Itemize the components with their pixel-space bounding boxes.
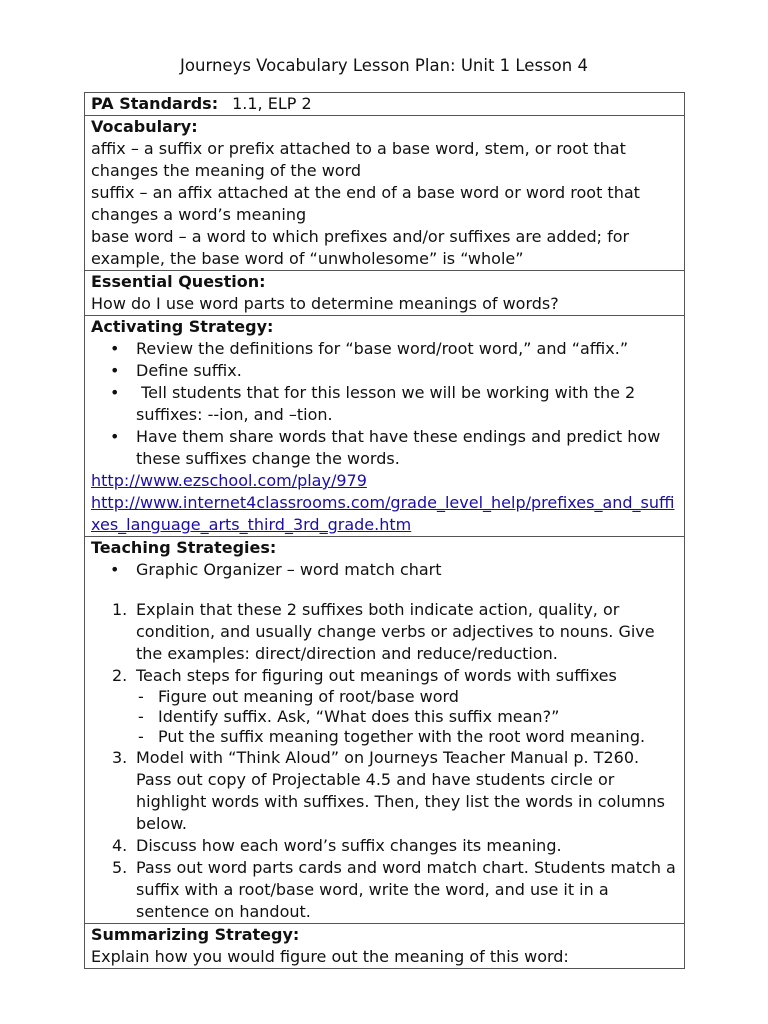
list-item: • Tell students that for this lesson we will be working with the 2 suffixes: --ion, and –tion.	[136, 382, 679, 426]
spacer	[91, 581, 679, 599]
summarizing-strategy-text: Explain how you would figure out the meaning of this word:	[91, 947, 569, 966]
step-text: Explain that these 2 suffixes both indicate action, quality, or condition, and usually change verbs or adjectives to nouns. Give the examples: direct/direction and reduce/reduction.	[136, 600, 655, 663]
teaching-steps-list	[91, 599, 679, 923]
step-text: Discuss how each word’s suffix changes its meaning.	[136, 836, 562, 855]
vocabulary-heading: Vocabulary:	[91, 117, 198, 136]
essential-question-text: How do I use word parts to determine meanings of words?	[91, 294, 559, 313]
activating-strategy-row	[85, 316, 685, 537]
pa-standards-label: PA Standards:	[91, 94, 219, 113]
lesson-plan-table	[84, 92, 685, 969]
activating-strategy-heading: Activating Strategy:	[91, 317, 274, 336]
vocabulary-line: base word – a word to which prefixes and/or suffixes are added; for	[91, 227, 630, 246]
vocabulary-line: example, the base word of “unwholesome” is “whole”	[91, 249, 524, 268]
substep-list	[136, 687, 679, 747]
pa-standards-value: 1.1, ELP 2	[232, 94, 312, 113]
substep: - Figure out meaning of root/base word	[158, 687, 679, 707]
substep: - Identify suffix. Ask, “What does this suffix mean?”	[158, 707, 679, 727]
list-item: • Graphic Organizer – word match chart	[136, 559, 679, 581]
summarizing-strategy-cell	[85, 924, 685, 969]
step-number: 5.	[112, 858, 128, 877]
teaching-strategies-cell	[85, 537, 685, 924]
essential-question-row	[85, 271, 685, 316]
teaching-strategies-row	[85, 537, 685, 924]
pa-standards-row	[85, 93, 685, 116]
list-item: • Define suffix.	[136, 360, 679, 382]
step-text: Model with “Think Aloud” on Journeys Teacher Manual p. T260. Pass out copy of Projectable 4.5 and have students circle or highlight words with suffixes. Then, they list the words in columns below.	[136, 748, 665, 833]
substep: - Put the suffix meaning together with the root word meaning.	[158, 727, 679, 747]
teaching-step	[112, 835, 679, 857]
vocabulary-cell	[85, 116, 685, 271]
step-text: Pass out word parts cards and word match chart. Students match a suffix with a root/base word, write the word, and use it in a sentence on handout.	[136, 858, 676, 921]
step-text: Teach steps for figuring out meanings of words with suffixes	[136, 666, 617, 685]
ezschool-link[interactable]: http://www.ezschool.com/play/979	[91, 471, 367, 490]
activating-strategy-list	[91, 338, 679, 470]
document-title: Journeys Vocabulary Lesson Plan: Unit 1 Lesson 4	[180, 56, 588, 75]
essential-question-heading: Essential Question:	[91, 272, 266, 291]
vocabulary-line: affix – a suffix or prefix attached to a base word, stem, or root that	[91, 139, 626, 158]
teaching-step	[112, 599, 679, 665]
teaching-step	[112, 857, 679, 923]
vocabulary-line: changes the meaning of the word	[91, 161, 362, 180]
vocabulary-line: suffix – an affix attached at the end of a base word or word root that	[91, 183, 640, 202]
vocabulary-line: changes a word’s meaning	[91, 205, 307, 224]
essential-question-cell	[85, 271, 685, 316]
step-number: 4.	[112, 836, 128, 855]
step-number: 1.	[112, 600, 128, 619]
internet4classrooms-link[interactable]: http://www.internet4classrooms.com/grade_level_help/prefixes_and_suffixes_language_arts_third_3rd_grade.htm	[91, 493, 675, 534]
list-item: • Review the definitions for “base word/root word,” and “affix.”	[136, 338, 679, 360]
list-item: • Have them share words that have these endings and predict how these suffixes change the words.	[136, 426, 679, 470]
teaching-strategies-heading: Teaching Strategies:	[91, 538, 277, 557]
step-number: 3.	[112, 748, 128, 767]
activating-strategy-cell	[85, 316, 685, 537]
step-number: 2.	[112, 666, 128, 685]
summarizing-strategy-row	[85, 924, 685, 969]
summarizing-strategy-heading: Summarizing Strategy:	[91, 925, 300, 944]
teaching-strategies-bullet-list	[91, 559, 679, 581]
teaching-step	[112, 747, 679, 835]
pa-standards-cell	[85, 93, 685, 116]
vocabulary-row	[85, 116, 685, 271]
teaching-step	[112, 665, 679, 747]
